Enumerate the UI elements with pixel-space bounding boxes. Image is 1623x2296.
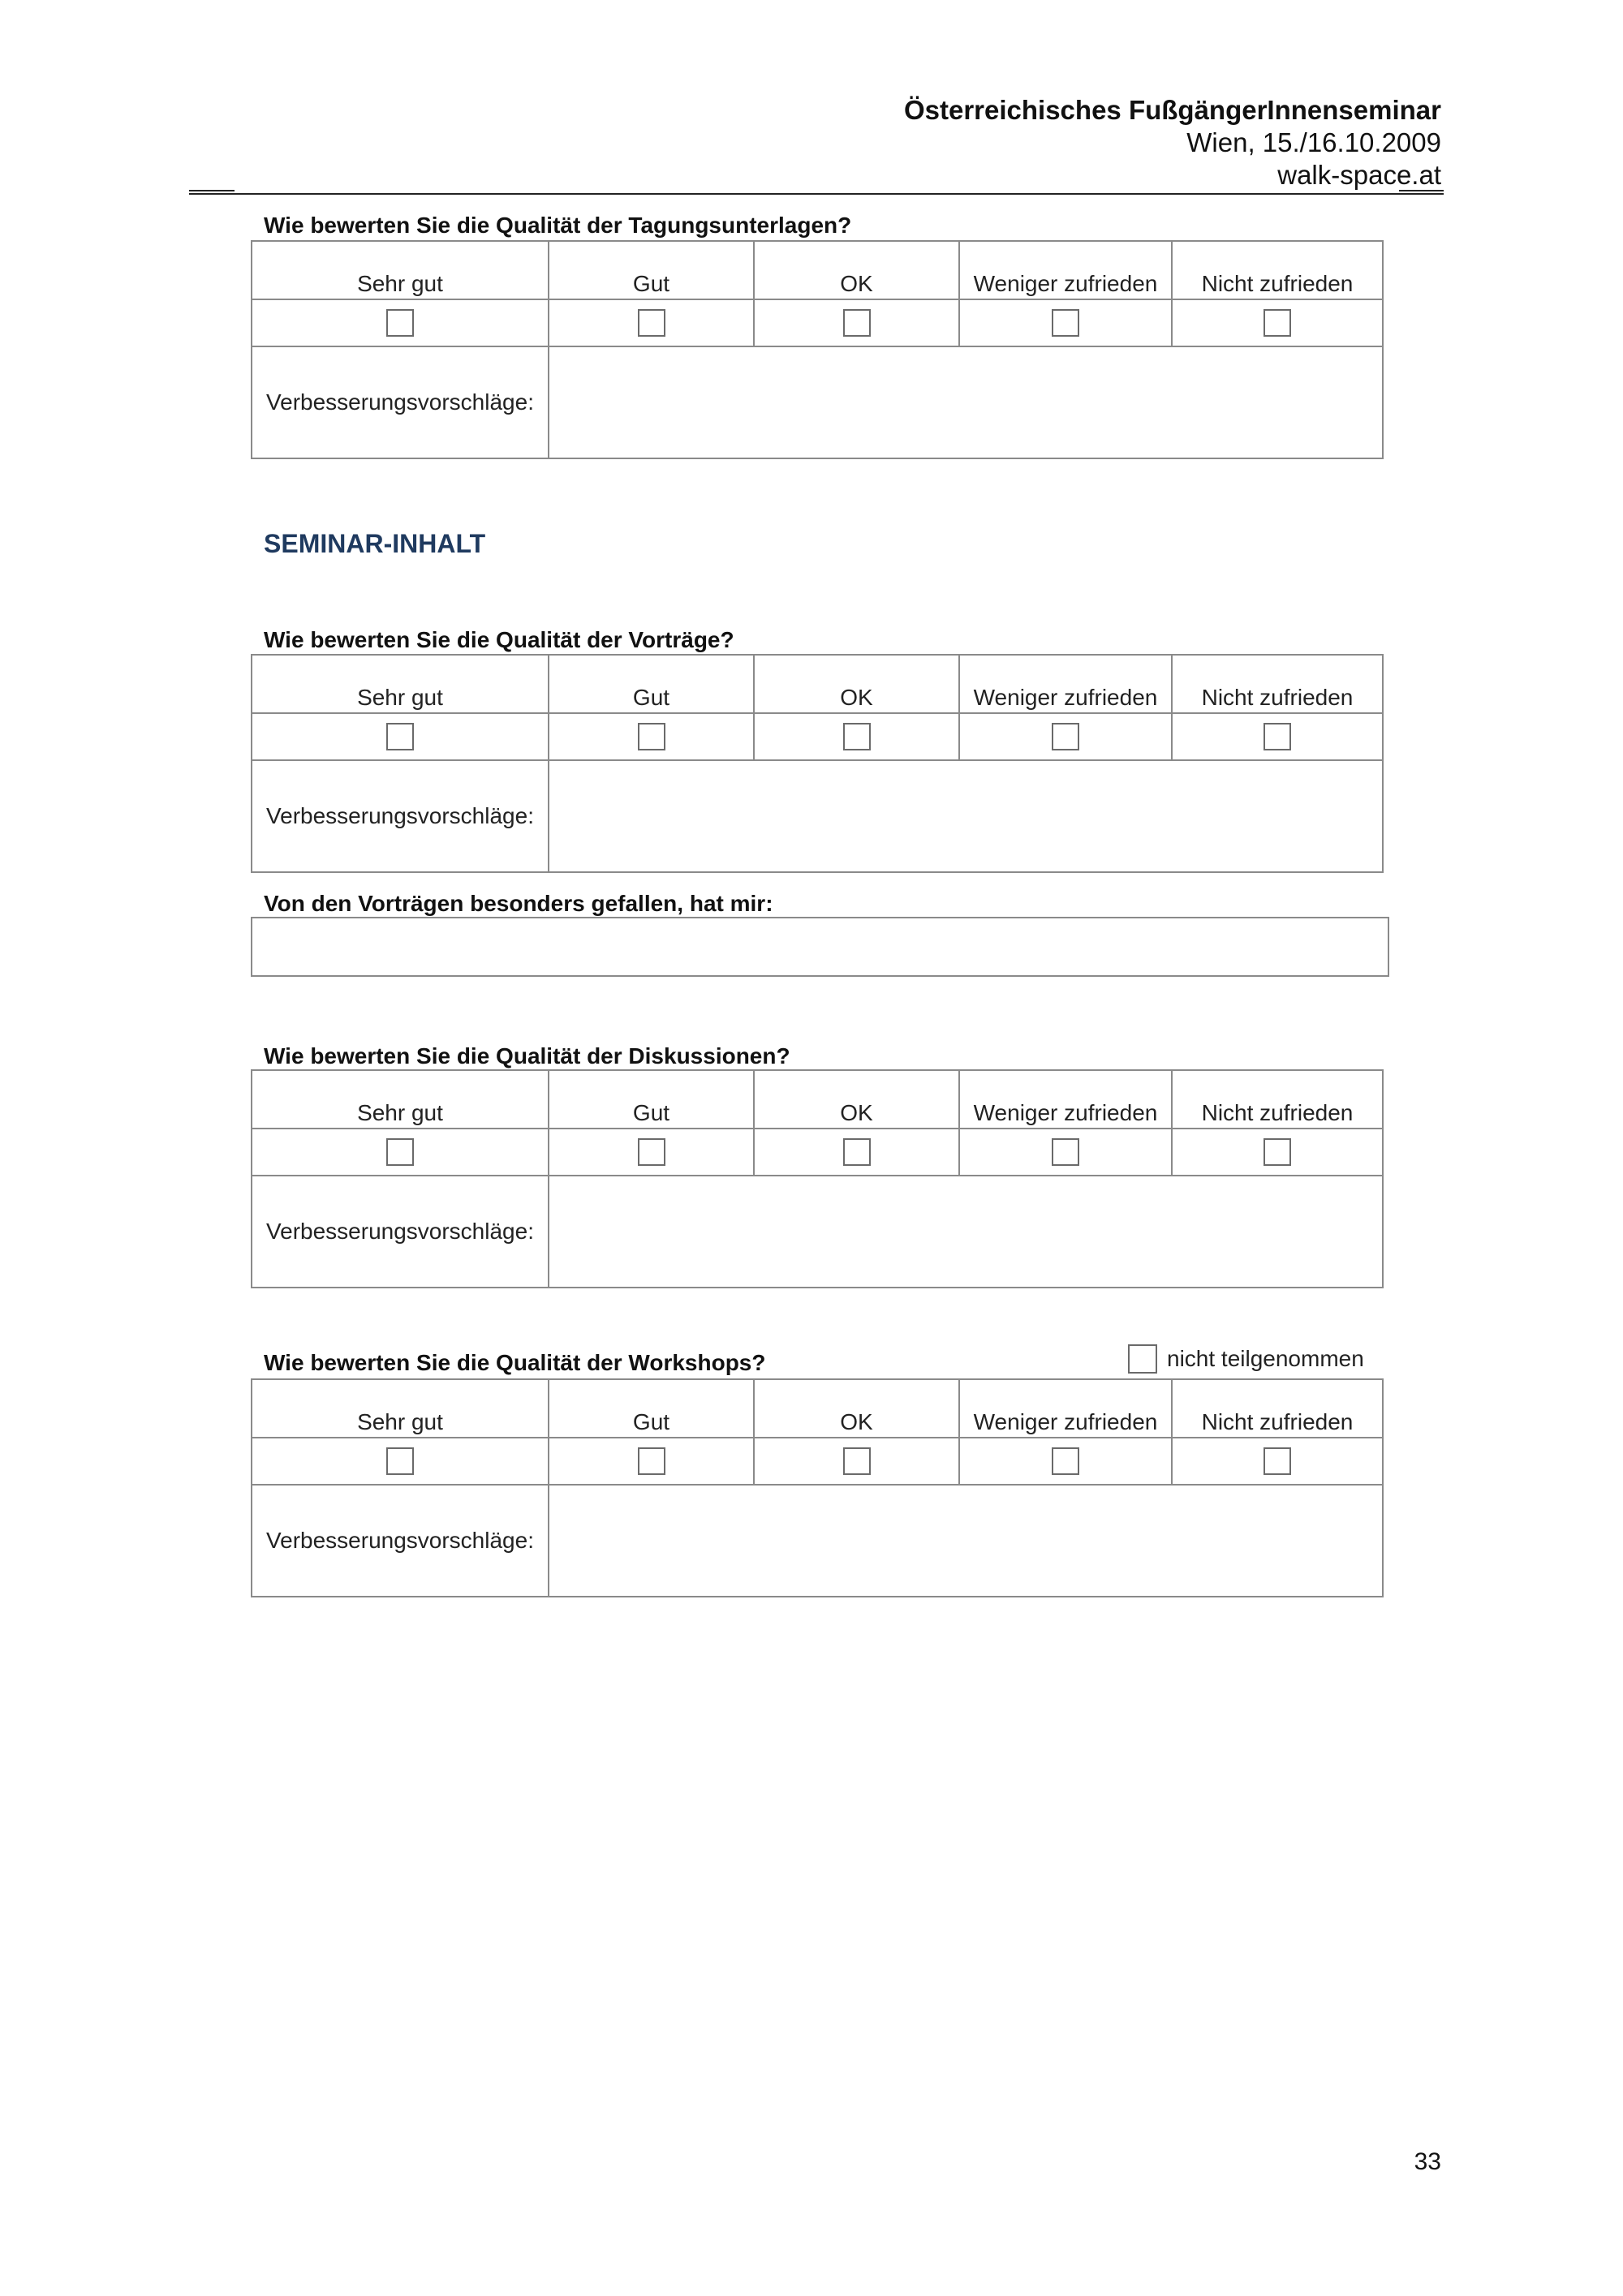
not-participated-option[interactable] bbox=[1128, 1344, 1364, 1374]
suggestions-field[interactable] bbox=[549, 1176, 1383, 1288]
rating-label-weniger-zufrieden: Weniger zufrieden bbox=[959, 1379, 1172, 1438]
not-participated-label: nicht teilgenommen bbox=[1167, 1346, 1364, 1371]
question-favourite-talks: Von den Vorträgen besonders gefallen, hat mir: bbox=[264, 891, 773, 916]
checkbox-sehr-gut[interactable] bbox=[386, 1447, 414, 1475]
checkbox-ok[interactable] bbox=[843, 1138, 871, 1166]
header-divider-left-accent bbox=[189, 190, 235, 191]
page-number: 33 bbox=[1414, 2148, 1441, 2175]
rating-label-nicht-zufrieden: Nicht zufrieden bbox=[1172, 241, 1383, 299]
rating-label-sehr-gut: Sehr gut bbox=[252, 1070, 549, 1129]
checkbox-nicht-zufrieden[interactable] bbox=[1264, 1138, 1291, 1166]
question-vortraege: Wie bewerten Sie die Qualität der Vorträge? bbox=[264, 627, 734, 652]
rating-label-weniger-zufrieden: Weniger zufrieden bbox=[959, 241, 1172, 299]
checkbox-not-participated[interactable] bbox=[1128, 1344, 1157, 1374]
rating-label-gut: Gut bbox=[549, 1070, 754, 1129]
header-divider bbox=[189, 193, 1444, 195]
checkbox-nicht-zufrieden[interactable] bbox=[1264, 1447, 1291, 1475]
rating-label-sehr-gut: Sehr gut bbox=[252, 241, 549, 299]
checkbox-gut[interactable] bbox=[638, 723, 665, 750]
rating-label-ok: OK bbox=[754, 655, 959, 713]
document-header bbox=[904, 94, 1441, 191]
checkbox-ok[interactable] bbox=[843, 309, 871, 337]
rating-label-ok: OK bbox=[754, 1379, 959, 1438]
checkbox-weniger-zufrieden[interactable] bbox=[1052, 1138, 1079, 1166]
suggestions-label: Verbesserungsvorschläge: bbox=[252, 1485, 549, 1597]
suggestions-field[interactable] bbox=[549, 760, 1383, 872]
suggestions-field[interactable] bbox=[549, 346, 1383, 458]
rating-label-gut: Gut bbox=[549, 655, 754, 713]
checkbox-gut[interactable] bbox=[638, 1447, 665, 1475]
rating-table-vortraege bbox=[251, 654, 1384, 873]
checkbox-sehr-gut[interactable] bbox=[386, 1138, 414, 1166]
checkbox-nicht-zufrieden[interactable] bbox=[1264, 309, 1291, 337]
rating-label-ok: OK bbox=[754, 1070, 959, 1129]
seminar-date: Wien, 15./16.10.2009 bbox=[1186, 127, 1441, 157]
suggestions-label: Verbesserungsvorschläge: bbox=[252, 760, 549, 872]
suggestions-field[interactable] bbox=[549, 1485, 1383, 1597]
checkbox-ok[interactable] bbox=[843, 723, 871, 750]
seminar-website: walk-space.at bbox=[1277, 160, 1441, 190]
rating-label-sehr-gut: Sehr gut bbox=[252, 655, 549, 713]
section-title: SEMINAR-INHALT bbox=[264, 529, 486, 558]
suggestions-label: Verbesserungsvorschläge: bbox=[252, 346, 549, 458]
checkbox-weniger-zufrieden[interactable] bbox=[1052, 1447, 1079, 1475]
question-workshops: Wie bewerten Sie die Qualität der Workshops? bbox=[264, 1350, 766, 1375]
checkbox-gut[interactable] bbox=[638, 309, 665, 337]
question-tagungsunterlagen: Wie bewerten Sie die Qualität der Tagungsunterlagen? bbox=[264, 213, 852, 238]
question-diskussionen: Wie bewerten Sie die Qualität der Diskussionen? bbox=[264, 1043, 790, 1068]
rating-label-nicht-zufrieden: Nicht zufrieden bbox=[1172, 655, 1383, 713]
checkbox-weniger-zufrieden[interactable] bbox=[1052, 309, 1079, 337]
rating-label-weniger-zufrieden: Weniger zufrieden bbox=[959, 655, 1172, 713]
checkbox-gut[interactable] bbox=[638, 1138, 665, 1166]
favourite-talks-field[interactable] bbox=[251, 917, 1389, 977]
rating-label-nicht-zufrieden: Nicht zufrieden bbox=[1172, 1070, 1383, 1129]
checkbox-sehr-gut[interactable] bbox=[386, 309, 414, 337]
rating-label-weniger-zufrieden: Weniger zufrieden bbox=[959, 1070, 1172, 1129]
rating-label-ok: OK bbox=[754, 241, 959, 299]
checkbox-ok[interactable] bbox=[843, 1447, 871, 1475]
rating-label-gut: Gut bbox=[549, 1379, 754, 1438]
rating-label-gut: Gut bbox=[549, 241, 754, 299]
rating-table-workshops bbox=[251, 1378, 1384, 1597]
header-divider-right-accent bbox=[1399, 190, 1444, 191]
rating-table-diskussionen bbox=[251, 1069, 1384, 1288]
rating-table-tagungsunterlagen bbox=[251, 240, 1384, 459]
rating-label-nicht-zufrieden: Nicht zufrieden bbox=[1172, 1379, 1383, 1438]
checkbox-nicht-zufrieden[interactable] bbox=[1264, 723, 1291, 750]
checkbox-sehr-gut[interactable] bbox=[386, 723, 414, 750]
suggestions-label: Verbesserungsvorschläge: bbox=[252, 1176, 549, 1288]
rating-label-sehr-gut: Sehr gut bbox=[252, 1379, 549, 1438]
checkbox-weniger-zufrieden[interactable] bbox=[1052, 723, 1079, 750]
seminar-title: Österreichisches FußgängerInnenseminar bbox=[903, 95, 1441, 125]
